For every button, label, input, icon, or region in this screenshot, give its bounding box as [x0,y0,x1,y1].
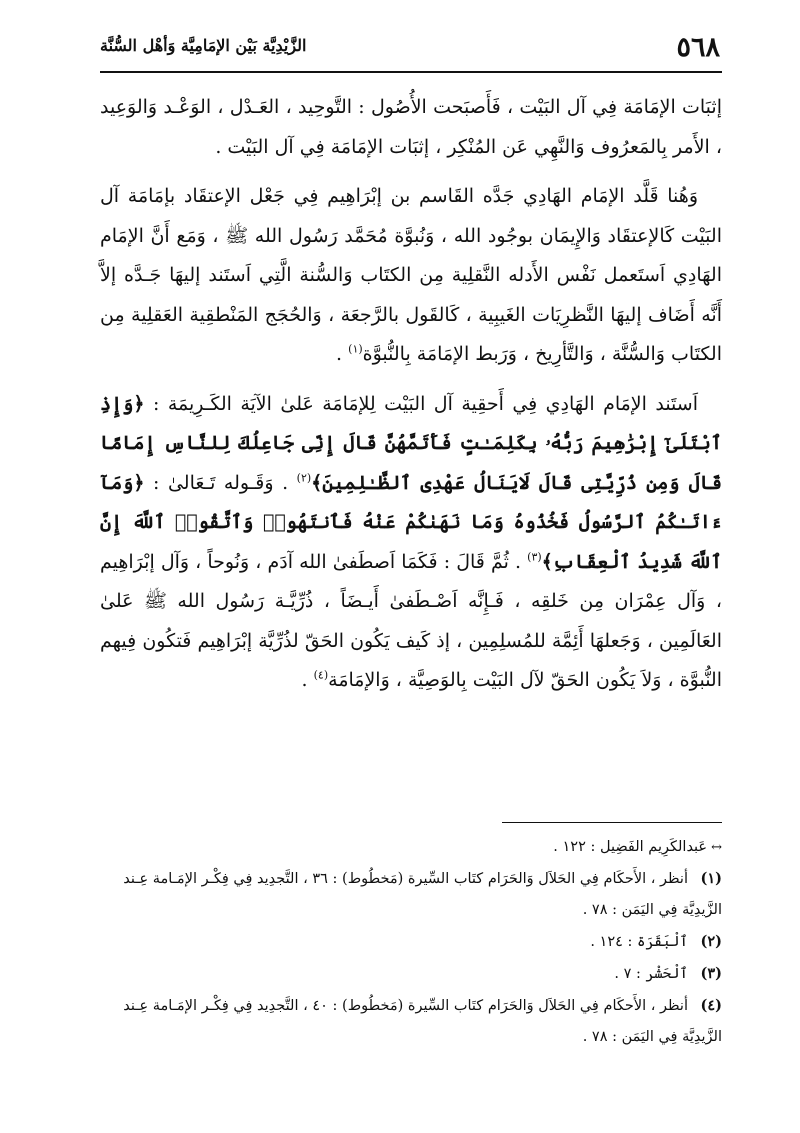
quran-verse-baqara: ﴿وَإِذِ ٱبْتَلَىٰٓ إِبْرَٰهِيمَ رَبُّهُۥ بِكَلِمَـٰتٍ فَأَتَمَّهُنَّ قَالَ إِنِّى جَاعِلُكَ لِلنَّاسِ إِمَامًا قَالَ وَمِن ذُرِّيَّتِى قَالَ لَايَنَالُ عَهْدِى ٱلظَّـٰلِمِينَ﴾ [100,392,722,494]
paragraph-2-end: . [336,343,349,365]
footnote-0 [100,832,722,863]
footnote-ref-1[interactable]: (١) [348,342,363,356]
footnote-ref-3[interactable]: (٣) [527,550,542,564]
paragraph-1-text: إثبَات الإمَامَة فِي آل البَيْت ، فَأَصبَحت الأُصُول : التَّوحِيد ، العَـدْل ، الوَعْـد وَالوَعِيد ، الأَمر بِالمَعرُوف وَالنَّهِي عَن المُنْكِر ، إثبَات الإمَامَة فِي آل البَيْت . [100,96,722,158]
footnote-1-number: (١) [700,870,722,887]
footnote-1 [100,863,722,895]
footnote-1-text: أنظر ، الأَحكَام فِي الحَلاَل وَالحَرَام كتَاب السِّيرة (مَخطُوط) : ٣٦ ، التَّجدِيد فِي فِكْـر الإمَـامة عِـند [123,871,688,887]
paragraph-2-text: وَهُنا قَلَّد الإمَام الهَادِي جَدَّه القَاسم بن إبْرَاهِيم فِي جَعْل الإعتقَاد بإمَامَة آل البَيْت كَالإعتقَاد وَالإِيمَان بوجُود الله ، وَنُبوَّة مُحَمَّد رَسُول الله ﷺ ، وَمَع أَنَّ الإمَام الهَادِي اَستَعمل نَفْس الأَدله النَّقلِية مِن الكتَاب وَالسُّنة الَّتِي اَستَند إليهَا جَـدَّه إلاَّ أَنَّه أَضَاف إليهَا النَّظرِيَات الغَيبِية ، كَالقَول بالرَّجعَة ، وَالحُجَج المَنْطقِية العَقلِية مِن الكتَاب وَالسُّنَّة ، وَالتَّأرِيخ ، وَرَبط الإمَامَة بِالنُّبوَّة [100,185,722,365]
footnote-marker-icon: ↔ [711,840,722,855]
footnote-ref-2[interactable]: (٢) [296,471,312,485]
footnote-ref-4[interactable]: (٤) [313,668,329,682]
footnote-2 [100,926,722,958]
header-rule [100,71,722,73]
paragraph-3-connector: . وَقَـوله تَـعَالىٰ : [144,471,297,494]
footnote-2-number: (٢) [700,933,722,950]
paragraph-3-text: . ثُمَّ قَالَ : فَكَمَا اَصطَفىٰ الله آدَم ، وَنُوحاً ، وَآل إبْرَاهِيم ، وَآل عِمْرَان مِن خَلقِه ، فَـإِنَّه اَصْـطَفىٰ أَيـضَاً ، ذُرِّيَّـة رَسُول الله ﷺ عَلىٰ العَالَمِين ، وَجَعلهَا أَئِمَّة للمُسلِمِين ، إذ كَيف يَكُون الحَقّ لذُرِّيَّة إبْرَاهِيم فَتكُون فِيهم النُّبوَّة ، وَلاَ يَكُون الحَقّ لآل البَيْت بِالوَصِيَّة ، وَالإمَامَة [100,550,722,691]
paragraph-2 [100,177,722,375]
page-number: ٥٦٨ [676,32,720,63]
footnote-4-text: أنظر ، الأَحكَام فِي الحَلاَل وَالحَرَام كتَاب السِّيرة (مَخطُوط) : ٤٠ ، التَّجدِيد فِي فِكْـر الإمَـامة عِـند [123,998,688,1014]
main-text [100,88,722,711]
paragraph-1 [100,88,722,167]
paragraph-3-intro: اَستَند الإمَام الهَادِي فِي أَحقِية آل البَيْت لِلإمَامَة عَلىٰ الآيَة الكَـرِيمَة : [144,392,698,415]
footnote-0-text: عَبدالكَرِيم الفَضِيل : ١٢٢ . [553,839,708,855]
footnote-1-continuation: الزَّيدِيَّة فِي اليَمَن : ٧٨ . [582,902,722,918]
footnote-4-continuation: الزَّيدِيَّة فِي اليَمَن : ٧٨ . [582,1029,722,1045]
footnote-4 [100,990,722,1022]
footnote-3-number: (٣) [700,965,722,982]
quran-verse-hashr: ﴿وَمَآ ءَاتَـٰكُمُ ٱلرَّسُولُ فَخُذُوهُ وَمَا نَهَىٰكُمْ عَنْهُ فَٱنتَهُوا۟ وَٱتَّقُوا۟ ٱللَّهَ إِنَّ ٱللَّهَ شَدِيدُ ٱلْعِقَابِ﴾ [100,471,722,573]
page-header [100,28,720,72]
footnote-3 [100,958,722,990]
paragraph-3 [100,385,722,701]
paragraph-3-end: . [301,669,314,691]
footnote-3-text: ٱلْحَشْر : ٧ . [614,966,688,982]
footnotes [100,832,722,1053]
footnote-2-text: ٱلْبَقَرَة : ١٢٤ . [590,934,688,950]
running-title: الزَّيْدِيَّة بَيْن الإمَامِيَّة وَأهْل السُّنَّة [100,36,307,55]
footnote-separator [502,822,722,823]
footnote-4-number: (٤) [700,997,722,1014]
